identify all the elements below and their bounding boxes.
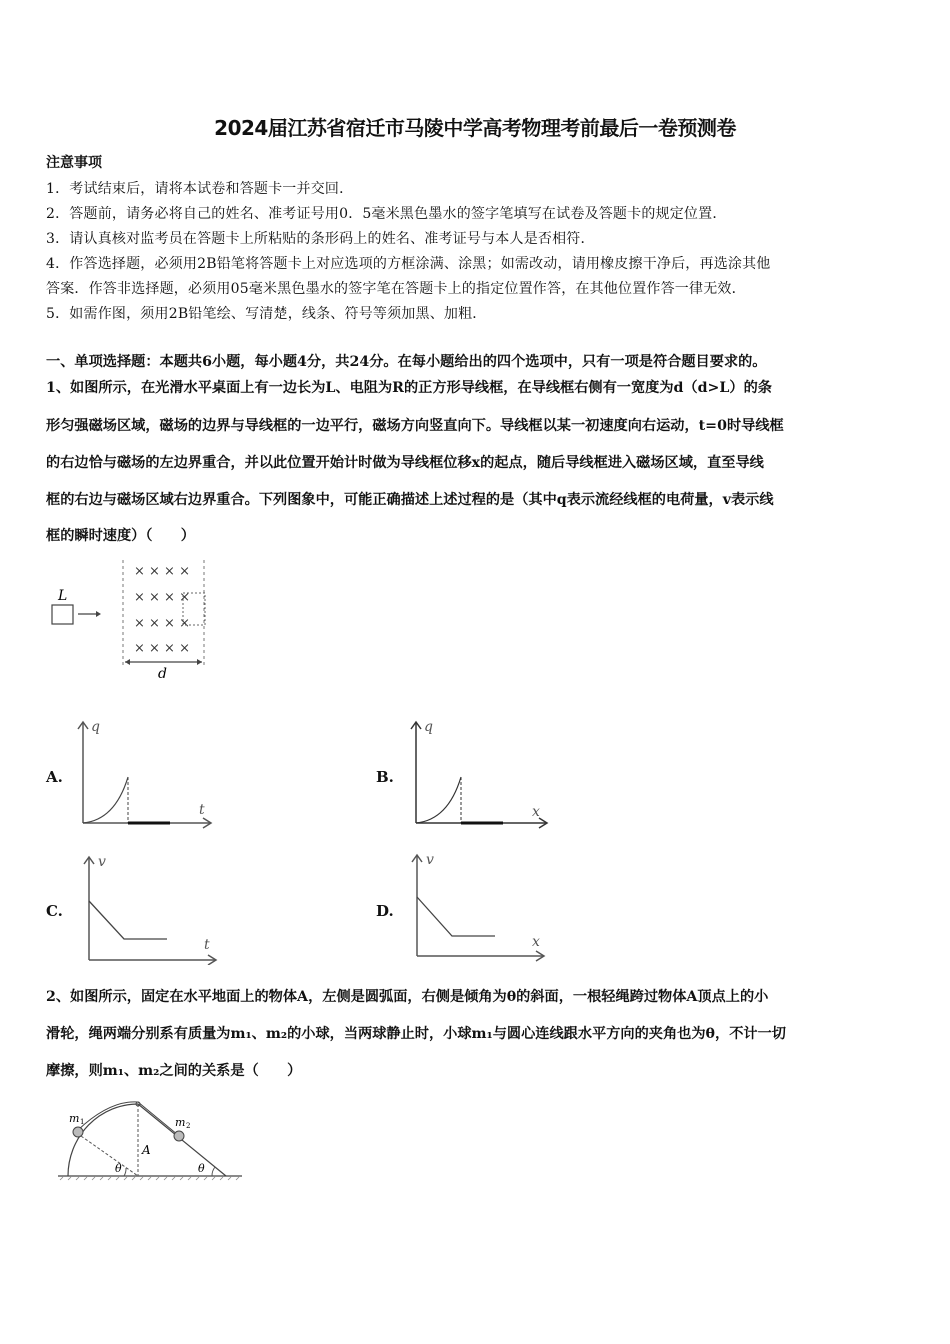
svg-text:m: m bbox=[175, 1116, 186, 1129]
notice-item: 2．答题前，请务必将自己的姓名、准考证号用0．5毫米黑色墨水的签字笔填写在试卷及答题卡的规定位置． bbox=[46, 206, 727, 222]
section-heading: 一、单项选择题：本题共6小题，每小题4分，共24分。在每小题给出的四个选项中，只有一项是符合题目要求的。 bbox=[46, 354, 767, 370]
svg-text:2: 2 bbox=[186, 1122, 191, 1130]
svg-text:m: m bbox=[69, 1112, 80, 1125]
option-b-label[interactable]: B. bbox=[376, 768, 394, 786]
svg-text:t: t bbox=[204, 937, 210, 953]
q1-text: 1、如图所示，在光滑水平桌面上有一边长为L、电阻为R的正方形导线框，在导线框右侧有一宽度为d（d>L）的条 bbox=[46, 380, 772, 396]
svg-text:x: x bbox=[532, 934, 540, 950]
svg-text:v: v bbox=[98, 854, 106, 870]
q1-field-figure bbox=[40, 555, 240, 685]
option-d-label[interactable]: D. bbox=[376, 902, 394, 920]
option-a-graph bbox=[75, 715, 220, 830]
svg-text:1: 1 bbox=[80, 1118, 85, 1126]
notice-item: 5．如需作图，须用2B铅笔绘、写清楚，线条、符号等须加黑、加粗． bbox=[46, 306, 487, 322]
svg-text:A: A bbox=[142, 1143, 151, 1157]
svg-text:t: t bbox=[199, 802, 205, 818]
svg-text:× × × ×: × × × × bbox=[134, 641, 190, 656]
q1-text: 框的右边与磁场区域右边界重合。下列图象中，可能正确描述上述过程的是（其中q表示流经线框的电荷量，v表示线 bbox=[46, 492, 774, 508]
wire-frame bbox=[52, 605, 73, 624]
notice-item: 答案．作答非选择题，必须用05毫米黑色墨水的签字笔在答题卡上的指定位置作答，在其他位置作答一律无效． bbox=[46, 281, 746, 297]
q2-incline-figure bbox=[50, 1090, 250, 1190]
q2-text: 2、如图所示，固定在水平地面上的物体A，左侧是圆弧面，右侧是倾角为θ的斜面，一根轻绳跨过物体A顶点上的小 bbox=[46, 989, 769, 1005]
width-label: d bbox=[158, 666, 167, 682]
field-cross-marks bbox=[134, 564, 190, 656]
frame-label: L bbox=[58, 588, 68, 604]
svg-text:q: q bbox=[424, 719, 433, 735]
option-a-label[interactable]: A. bbox=[46, 768, 63, 786]
svg-text:v: v bbox=[426, 852, 434, 868]
ball-m1 bbox=[73, 1127, 83, 1137]
option-b-graph bbox=[408, 715, 553, 830]
q2-text: 摩擦，则m₁、m₂之间的关系是（ ） bbox=[46, 1063, 302, 1079]
page-title: 2024届江苏省宿迁市马陵中学高考物理考前最后一卷预测卷 bbox=[214, 116, 736, 140]
q1-text: 的右边恰与磁场的左边界重合，并以此位置开始计时做为导线框位移x的起点，随后导线框进入磁场区域，直至导线 bbox=[46, 455, 764, 471]
option-c-graph bbox=[82, 850, 222, 965]
notice-heading: 注意事项 bbox=[46, 155, 102, 171]
option-d-graph bbox=[410, 850, 550, 965]
q1-text: 形匀强磁场区域，磁场的边界与导线框的一边平行，磁场方向竖直向下。导线框以某一初速度向右运动，t=0时导线框 bbox=[46, 418, 784, 434]
svg-text:× × × ×: × × × × bbox=[134, 590, 190, 605]
svg-text:x: x bbox=[532, 804, 540, 820]
svg-text:q: q bbox=[91, 719, 100, 735]
ball-m2 bbox=[174, 1131, 184, 1141]
option-c-label[interactable]: C. bbox=[46, 902, 63, 920]
notice-item: 3．请认真核对监考员在答题卡上所粘贴的条形码上的姓名、准考证号与本人是否相符． bbox=[46, 231, 595, 247]
svg-text:× × × ×: × × × × bbox=[134, 616, 190, 631]
rope-right bbox=[138, 1102, 178, 1135]
notice-item: 1．考试结束后，请将本试卷和答题卡一并交回． bbox=[46, 181, 354, 197]
q1-text: 框的瞬时速度）（ ） bbox=[46, 528, 195, 544]
svg-text:θ: θ bbox=[115, 1162, 122, 1175]
svg-text:θ: θ bbox=[198, 1162, 205, 1175]
svg-text:× × × ×: × × × × bbox=[134, 564, 190, 579]
notice-item: 4．作答选择题，必须用2B铅笔将答题卡上对应选项的方框涂满、涂黑；如需改动，请用橡皮擦干净后，再选涂其他 bbox=[46, 256, 771, 272]
q2-text: 滑轮，绳两端分别系有质量为m₁、m₂的小球，当两球静止时，小球m₁与圆心连线跟水平方向的夹角也为θ，不计一切 bbox=[46, 1026, 786, 1042]
rope-left bbox=[78, 1102, 138, 1130]
